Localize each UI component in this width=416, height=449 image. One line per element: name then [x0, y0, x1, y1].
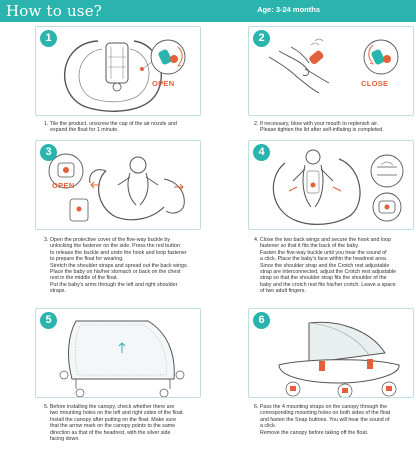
- step-6-description: [254, 404, 416, 436]
- step-5-panel: [35, 308, 201, 398]
- step-5-line: 5. Before installing the canopy, check whether there are: [44, 404, 175, 410]
- step-4-line: Fasten the five-way buckle until you hear the sound of: [260, 249, 387, 256]
- step-4-line: fastener so that it fits the back of the baby.: [260, 243, 360, 250]
- step-3-line: 3. Open the protective cover of the five-way buckle by: [44, 237, 171, 243]
- step-4-line: strap so that the shoulder strap fits the shoulder of the: [260, 275, 387, 282]
- step-4-illustration: [249, 141, 414, 230]
- step-1-illustration: [36, 27, 201, 116]
- step-3-line: straps.: [50, 288, 66, 295]
- step-3-line: Place the baby on his/her stomach or back on the chest: [50, 269, 181, 276]
- step-5-line: facing down.: [50, 436, 80, 443]
- step-5-number: 5: [40, 312, 57, 329]
- step-6-line: a click.: [260, 423, 277, 430]
- step-4-line: 4. Close the two back wings and secure the hook and loop: [254, 237, 391, 243]
- step-4-panel: [248, 140, 414, 230]
- step-6-line: and fasten the Snap buttons. You will hear the sound of: [260, 416, 390, 423]
- step-3-line: to prepare the float for wearing.: [50, 256, 124, 263]
- step-1-description: [44, 121, 218, 134]
- step-4-line: strap are interconnected, adjust the Crotch rest adjustable: [260, 269, 397, 276]
- step-5-line: Install the canopy after putting on the float. Make sure: [50, 416, 177, 423]
- step-5-description: [44, 404, 218, 442]
- step-4-line: a click. Place the baby's face within the headrest area.: [260, 256, 388, 263]
- step-2-line: 2. If necessary, blow with your mouth to replenish air.: [254, 121, 379, 127]
- step-4-number: 4: [253, 144, 270, 161]
- step-2-line: Please tighten the lid after self-inflating is completed.: [260, 127, 384, 134]
- step-6-line: corresponding mounting holes on both sides of the float: [260, 410, 391, 417]
- step-5-line: two mounting holes on the left and right sides of the float.: [50, 410, 184, 417]
- step-5-illustration: [36, 309, 201, 398]
- step-1-number: 1: [40, 30, 57, 47]
- step-3-line: rest in the middle of the float.: [50, 275, 119, 282]
- step-2-illustration: [249, 27, 414, 116]
- step-3-line: to release the buckle and undo the hook and loop fastener: [50, 249, 187, 256]
- step-3-open-label: OPEN: [52, 181, 75, 190]
- step-1-line: 1. Tile the product, unscrew the cap of the air nozzle and: [44, 121, 177, 127]
- step-5-line: that the arrow mark on the canopy points to the same: [50, 423, 176, 430]
- step-6-line: 6. Pass the 4 mounting straps on the canopy through the: [254, 404, 388, 410]
- header-bar: [0, 0, 416, 22]
- step-6-illustration: [249, 309, 414, 398]
- step-4-description: [254, 237, 416, 295]
- step-2-description: [254, 121, 414, 134]
- step-1-open-label: OPEN: [152, 79, 175, 88]
- step-4-line: Since the shoulder strap and the Crotch rest adjustable: [260, 262, 390, 269]
- step-3-number: 3: [40, 144, 57, 161]
- step-4-line: baby and the crotch rest fits his/her crotch. Leave a space: [260, 281, 396, 288]
- step-2-panel: [248, 26, 414, 116]
- step-2-number: 2: [253, 30, 270, 47]
- age-range: Age: 3-24 months: [257, 5, 320, 14]
- step-3-line: Stretch the shoulder straps and spread out the back wings.: [50, 262, 189, 269]
- step-2-close-label: CLOSE: [361, 79, 389, 88]
- step-3-line: unlocking the fastener on the side. Press the red button: [50, 243, 180, 250]
- step-3-description: [44, 237, 218, 295]
- step-1-line: expand the float for 1 minute.: [50, 127, 119, 134]
- step-3-line: Put the baby's arms through the left and right shoulder: [50, 281, 178, 288]
- step-4-line: of two adult fingers.: [260, 288, 306, 295]
- page-title: How to use?: [6, 2, 103, 20]
- step-1-panel: [35, 26, 201, 116]
- step-6-line: Remove the canopy before taking off the float.: [260, 429, 369, 436]
- step-6-panel: [248, 308, 414, 398]
- step-5-line: direction as that of the headrest, with the silver side: [50, 429, 171, 436]
- step-3-panel: [35, 140, 201, 230]
- step-6-number: 6: [253, 312, 270, 329]
